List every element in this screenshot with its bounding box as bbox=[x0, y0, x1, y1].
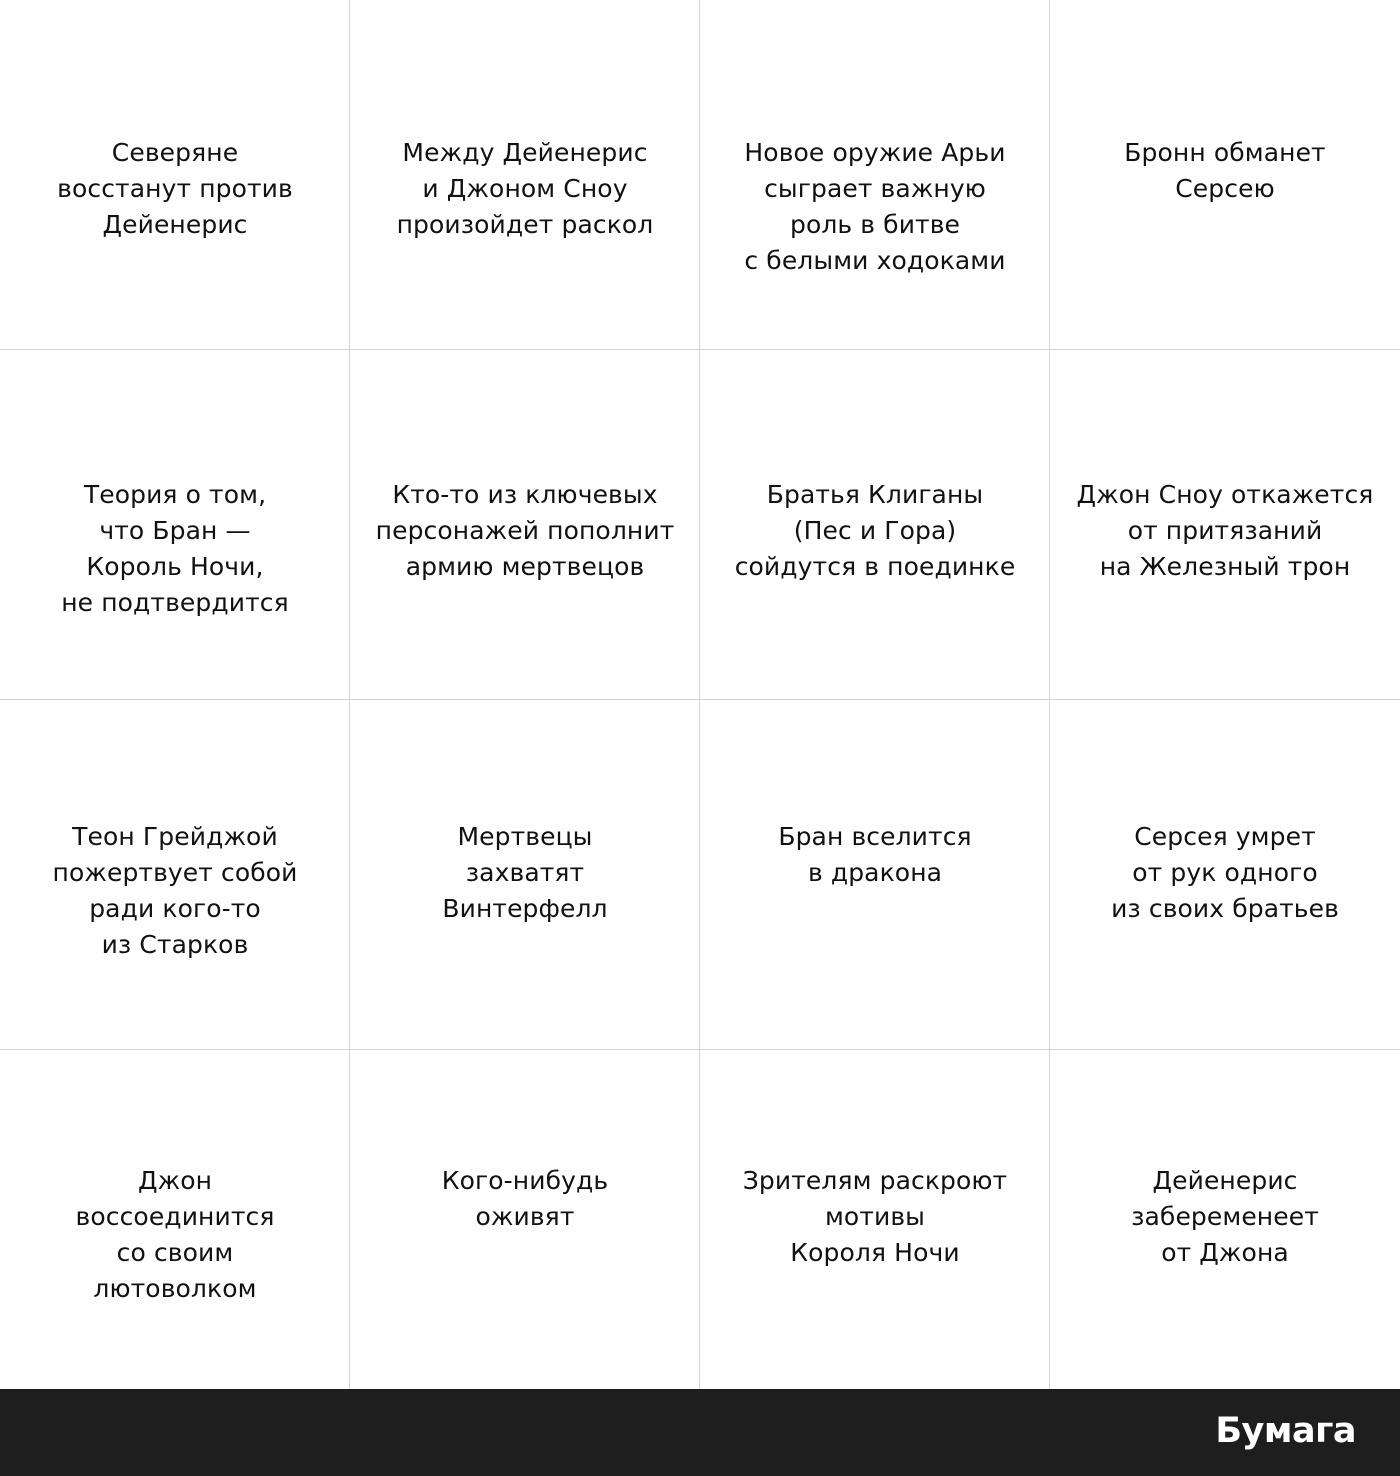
bingo-cell bbox=[350, 0, 700, 350]
bingo-cell bbox=[1050, 350, 1400, 700]
bingo-cell bbox=[0, 350, 350, 700]
footer-bar bbox=[0, 1389, 1400, 1476]
bingo-cell bbox=[1050, 700, 1400, 1050]
grid-divider bbox=[0, 1049, 1400, 1050]
cell-text: Дейенерис забеременеет от Джона bbox=[1131, 1166, 1319, 1267]
cell-text: Теория о том, что Бран — Король Ночи, не подтвердится bbox=[61, 480, 289, 617]
bingo-cell bbox=[700, 700, 1050, 1050]
brand-logo[interactable]: Бумага bbox=[1215, 1411, 1356, 1451]
cell-text: Серсея умрет от рук одного из своих братьев bbox=[1111, 822, 1339, 923]
bingo-cell bbox=[350, 1050, 700, 1389]
bingo-cell bbox=[0, 700, 350, 1050]
grid-divider bbox=[1049, 0, 1050, 1389]
cell-text: Кого-нибудь оживят bbox=[441, 1166, 609, 1231]
bingo-cell bbox=[1050, 0, 1400, 350]
bingo-cell bbox=[0, 0, 350, 350]
bingo-cell bbox=[700, 1050, 1050, 1389]
cell-text: Между Дейенерис и Джоном Сноу произойдет раскол bbox=[396, 138, 654, 239]
cell-text: Братья Клиганы (Пес и Гора) сойдутся в поединке bbox=[734, 480, 1016, 581]
bingo-cell bbox=[350, 700, 700, 1050]
cell-text: Новое оружие Арьи сыграет важную роль в битве с белыми ходоками bbox=[744, 138, 1006, 275]
cell-text: Кто-то из ключевых персонажей пополнит армию мертвецов bbox=[375, 480, 675, 581]
cell-text: Теон Грейджой пожертвует собой ради кого-то из Старков bbox=[52, 822, 298, 959]
bingo-cell bbox=[700, 350, 1050, 700]
cell-text: Джон воссоединится со своим лютоволком bbox=[75, 1166, 275, 1303]
bingo-cell bbox=[350, 350, 700, 700]
cell-text: Зрителям раскроют мотивы Короля Ночи bbox=[742, 1166, 1008, 1267]
bingo-cell bbox=[1050, 1050, 1400, 1389]
bingo-cell bbox=[700, 0, 1050, 350]
grid-divider bbox=[349, 0, 350, 1389]
bingo-cell bbox=[0, 1050, 350, 1389]
cell-text: Северяне восстанут против Дейенерис bbox=[57, 138, 293, 239]
grid-divider bbox=[0, 699, 1400, 700]
cell-text: Джон Сноу откажется от притязаний на Железный трон bbox=[1076, 480, 1374, 581]
cell-text: Бран вселится в дракона bbox=[778, 822, 972, 887]
cell-text: Бронн обманет Серсею bbox=[1124, 138, 1326, 203]
grid-divider bbox=[699, 0, 700, 1389]
cell-text: Мертвецы захватят Винтерфелл bbox=[442, 822, 608, 923]
grid-divider bbox=[0, 349, 1400, 350]
